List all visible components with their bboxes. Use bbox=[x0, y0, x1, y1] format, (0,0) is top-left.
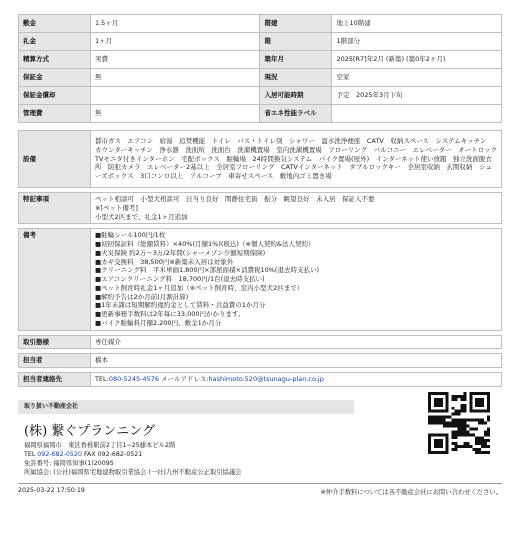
spec-label: 保証金 bbox=[19, 69, 91, 87]
notes-label: 備考 bbox=[19, 229, 91, 330]
spec-row bbox=[19, 69, 502, 87]
special-row bbox=[19, 193, 502, 224]
company-license: 免許番号: 福岡県知事(1)20095 bbox=[24, 460, 114, 468]
spec-label: 階 bbox=[260, 33, 332, 51]
transaction-label: 取引態様 bbox=[19, 335, 91, 349]
spec-value: 実費 bbox=[90, 51, 260, 69]
spec-value: 空家 bbox=[332, 69, 502, 87]
notes-line: ■駐輪シール100円/1枚 bbox=[94, 231, 166, 240]
notes-line: ■カギ交換料 38,500円※新築未入居は対象外 bbox=[94, 257, 234, 266]
contact-row bbox=[19, 373, 502, 387]
spec-value bbox=[332, 105, 502, 123]
spec-value: 予定 2025年3月下旬 bbox=[332, 87, 502, 105]
notes-line: ■解約予告は2か月前(月割計算) bbox=[94, 292, 189, 301]
notes-line: ■エアコンクリーニング料 18,700円/1台(退去時支払い) bbox=[94, 275, 265, 284]
detail-table bbox=[18, 130, 502, 387]
special-line: ペット相談可 小型犬相談可 日当り良好 閑静住宅街 振分 眺望良好 未入居 保証人不要 bbox=[94, 195, 375, 203]
facilities-label: 設備 bbox=[19, 131, 91, 188]
company-name: (株) 繋ぐプランニング bbox=[24, 424, 156, 439]
notes-line: ■1年未満は短期解約違約金として賃料・共益費の1か月分 bbox=[94, 301, 266, 310]
footer-note: ※仲介手数料については各不動産会社にお問い合わせください。 bbox=[320, 489, 502, 496]
spec-row bbox=[19, 33, 502, 51]
spec-value: 2025[R7]年2月 (新築) (築0年2ヶ月) bbox=[332, 51, 502, 69]
contact-mail-link[interactable]: hashimoto.520@tsunagu-plan.co.jp bbox=[208, 375, 324, 384]
spec-label: 敷金 bbox=[19, 15, 91, 33]
spec-label: 階建 bbox=[260, 15, 332, 33]
special-label: 特記事項 bbox=[19, 193, 91, 224]
company-block bbox=[24, 420, 404, 478]
special-line: ※[ペット備考] bbox=[94, 203, 138, 212]
spec-row bbox=[19, 15, 502, 33]
notes-line: ■ペット飼育時礼金1ヶ月追加（※ペット飼育時、室内小型犬2匹まで） bbox=[94, 283, 304, 292]
notes-value bbox=[90, 229, 501, 330]
spec-label: 管理費 bbox=[19, 105, 91, 123]
spec-row bbox=[19, 51, 502, 69]
staff-row bbox=[19, 354, 502, 368]
contact-tel-link[interactable]: 080-5245-4576 bbox=[108, 375, 160, 384]
spec-label: 入居可能時期 bbox=[260, 87, 332, 105]
spec-label: 保証金償却 bbox=[19, 87, 91, 105]
spec-value: 1ヶ月 bbox=[90, 33, 260, 51]
spec-label: 礼金 bbox=[19, 33, 91, 51]
company-phone-line bbox=[24, 450, 404, 459]
notes-line: ■クリーニング料 平米単価1,800円×部屋面積×消費税10%(退去時支払い) bbox=[94, 266, 319, 275]
notes-line: ■初回保証料（総額賃料）×40%(月額1%)(税込)（※個人契約&法人契約） bbox=[94, 240, 315, 249]
spec-label: 築年月 bbox=[260, 51, 332, 69]
footer-divider bbox=[18, 483, 502, 484]
spec-value bbox=[90, 87, 260, 105]
transaction-row bbox=[19, 335, 502, 349]
contact-value bbox=[90, 373, 501, 387]
facilities-value: 都市ガス エアコン 給湯 追焚機能 トイレ バス・トイレ別 シャワー 温水洗浄便座 CATV 収納スペース システムキッチン カウンターキッチン 浄水器 洗面所 洗面台 洗濯機置場 室内洗濯機置場 フローリング バルコニー エレベーター オートロック TVモニタ付きインターホン 宅配ボックス 駐輪場 24時間換気システム バイク置場(屋外) インターネット使い放題 独立洗面脱衣所 防犯カメラ エレベーター2基以上 全居室フローリング CATVインターネット ダブルロックキー 全居室収納 玄関収納 シューズボックス 3口コンロ以上 アルコーブ 車寄せスペース 敷地内ゴミ置き場 bbox=[90, 131, 501, 188]
company-address: 福岡県福岡市 東区香椎駅前2丁目1−25藤本ビル2階 bbox=[24, 442, 176, 449]
company-association: 所属協会: (公社)福岡県宅地建物取引業協会 (一社)九州不動産公正取引協議会 bbox=[24, 469, 242, 477]
spec-value: 1階部分 bbox=[332, 33, 502, 51]
contact-label: 担当者連絡先 bbox=[19, 373, 91, 387]
spec-value: 無 bbox=[90, 69, 260, 87]
spec-label: 省エネ性能ラベル bbox=[260, 105, 332, 123]
footer-timestamp: 2025-03-22 17:50:19 bbox=[18, 487, 85, 494]
spec-table bbox=[18, 14, 502, 123]
spec-value: 1.5ヶ月 bbox=[90, 15, 260, 33]
notes-line: ■バイク駐輪料月額2,200円、敷金1か月分 bbox=[94, 318, 222, 327]
spec-row bbox=[19, 105, 502, 123]
special-line: 小型犬2匹まで、礼金1ヶ月追加 bbox=[94, 212, 188, 221]
staff-label: 担当者 bbox=[19, 354, 91, 368]
transaction-value: 専任媒介 bbox=[90, 335, 501, 349]
notes-line: ■更新事務手数料は2年毎に33,000円かかります。 bbox=[94, 310, 245, 319]
contact-mail-prefix: メールアドレス: bbox=[159, 375, 209, 384]
notes-row bbox=[19, 229, 502, 330]
notes-line: ■火災保険 約2万～3万/2年間(シャーメゾン少額短期保険) bbox=[94, 248, 266, 257]
spec-value: 無 bbox=[90, 105, 260, 123]
contact-tel-prefix: TEL: bbox=[94, 375, 109, 384]
company-tel-prefix: TEL bbox=[24, 451, 38, 459]
staff-value: 橋本 bbox=[90, 354, 501, 368]
company-tel-link[interactable]: 092-682-0520 bbox=[37, 451, 82, 459]
spec-label: 現況 bbox=[260, 69, 332, 87]
facilities-row bbox=[19, 131, 502, 188]
special-value bbox=[90, 193, 501, 224]
spec-label: 精算方式 bbox=[19, 51, 91, 69]
qr-code-icon bbox=[428, 392, 490, 454]
company-header: 取り扱い不動産会社 bbox=[18, 400, 354, 414]
property-detail-page bbox=[18, 14, 502, 387]
company-fax: FAX 092-682-0521 bbox=[81, 451, 143, 459]
spec-row bbox=[19, 87, 502, 105]
spec-value: 地上10階建 bbox=[332, 15, 502, 33]
